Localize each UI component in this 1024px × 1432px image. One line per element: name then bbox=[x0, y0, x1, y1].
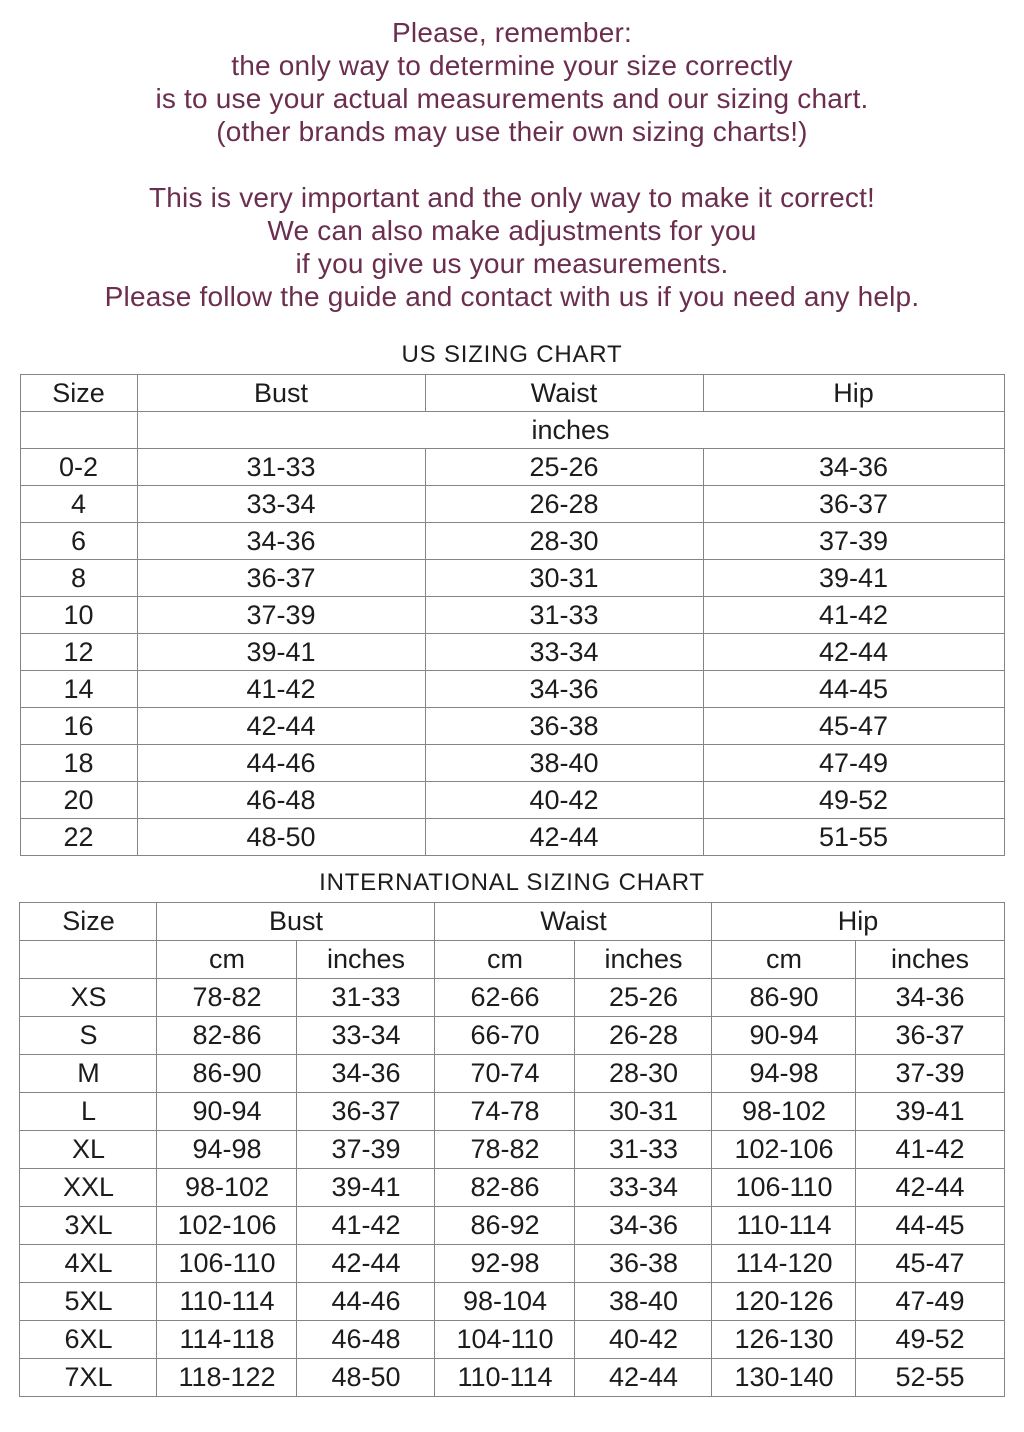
table-row bbox=[20, 1245, 1004, 1283]
bust-cell: 44-46 bbox=[137, 745, 425, 782]
intl-sizing-table bbox=[19, 902, 1004, 1397]
bust-cm-header: cm bbox=[157, 941, 297, 979]
us-col-header-waist: Waist bbox=[425, 375, 703, 412]
hip-inches-cell: 37-39 bbox=[856, 1055, 1004, 1093]
hip-cm-cell: 110-114 bbox=[712, 1207, 856, 1245]
size-cell: 4 bbox=[20, 486, 137, 523]
bust-cell: 37-39 bbox=[137, 597, 425, 634]
bust-cm-cell: 118-122 bbox=[157, 1359, 297, 1397]
table-row bbox=[20, 708, 1004, 745]
table-row bbox=[20, 1359, 1004, 1397]
bust-cell: 48-50 bbox=[137, 819, 425, 856]
hip-cm-cell: 130-140 bbox=[712, 1359, 856, 1397]
table-row bbox=[20, 979, 1004, 1017]
bust-inches-cell: 37-39 bbox=[297, 1131, 435, 1169]
bust-inches-cell: 48-50 bbox=[297, 1359, 435, 1397]
hip-inches-cell: 34-36 bbox=[856, 979, 1004, 1017]
intro-line: (other brands may use their own sizing charts!) bbox=[216, 116, 808, 147]
waist-cm-cell: 78-82 bbox=[435, 1131, 575, 1169]
hip-cell: 34-36 bbox=[703, 449, 1004, 486]
hip-cell: 44-45 bbox=[703, 671, 1004, 708]
size-cell: 10 bbox=[20, 597, 137, 634]
intro-line: is to use your actual measurements and our sizing chart. bbox=[155, 83, 869, 114]
size-cell: 6XL bbox=[20, 1321, 157, 1359]
table-row bbox=[20, 782, 1004, 819]
bust-cm-cell: 110-114 bbox=[157, 1283, 297, 1321]
bust-inches-cell: 31-33 bbox=[297, 979, 435, 1017]
bust-cell: 34-36 bbox=[137, 523, 425, 560]
bust-cm-cell: 106-110 bbox=[157, 1245, 297, 1283]
waist-inches-cell: 33-34 bbox=[575, 1169, 712, 1207]
table-row bbox=[20, 560, 1004, 597]
waist-inches-cell: 26-28 bbox=[575, 1017, 712, 1055]
intl-unit-row bbox=[20, 941, 1004, 979]
intl-col-header-waist: Waist bbox=[435, 903, 712, 941]
hip-cell: 42-44 bbox=[703, 634, 1004, 671]
waist-inches-cell: 30-31 bbox=[575, 1093, 712, 1131]
us-col-header-bust: Bust bbox=[137, 375, 425, 412]
size-cell: XS bbox=[20, 979, 157, 1017]
table-row bbox=[20, 1207, 1004, 1245]
size-cell: L bbox=[20, 1093, 157, 1131]
hip-inches-cell: 47-49 bbox=[856, 1283, 1004, 1321]
waist-inches-cell: 42-44 bbox=[575, 1359, 712, 1397]
waist-cell: 40-42 bbox=[425, 782, 703, 819]
hip-cm-header: cm bbox=[712, 941, 856, 979]
intl-col-header-size: Size bbox=[20, 903, 157, 941]
waist-cm-cell: 82-86 bbox=[435, 1169, 575, 1207]
waist-cell: 33-34 bbox=[425, 634, 703, 671]
hip-cell: 45-47 bbox=[703, 708, 1004, 745]
bust-inches-header: inches bbox=[297, 941, 435, 979]
waist-cm-cell: 62-66 bbox=[435, 979, 575, 1017]
intro-line: Please follow the guide and contact with us if you need any help. bbox=[104, 281, 920, 312]
table-row bbox=[20, 1093, 1004, 1131]
bust-inches-cell: 36-37 bbox=[297, 1093, 435, 1131]
waist-cm-cell: 110-114 bbox=[435, 1359, 575, 1397]
size-cell: S bbox=[20, 1017, 157, 1055]
bust-cell: 33-34 bbox=[137, 486, 425, 523]
hip-cell: 47-49 bbox=[703, 745, 1004, 782]
hip-cm-cell: 102-106 bbox=[712, 1131, 856, 1169]
bust-inches-cell: 44-46 bbox=[297, 1283, 435, 1321]
bust-cell: 31-33 bbox=[137, 449, 425, 486]
waist-cell: 28-30 bbox=[425, 523, 703, 560]
table-row bbox=[20, 671, 1004, 708]
bust-cm-cell: 90-94 bbox=[157, 1093, 297, 1131]
waist-cm-header: cm bbox=[435, 941, 575, 979]
waist-inches-cell: 38-40 bbox=[575, 1283, 712, 1321]
size-cell: 18 bbox=[20, 745, 137, 782]
bust-inches-cell: 33-34 bbox=[297, 1017, 435, 1055]
table-row bbox=[20, 523, 1004, 560]
hip-cm-cell: 114-120 bbox=[712, 1245, 856, 1283]
hip-cm-cell: 106-110 bbox=[712, 1169, 856, 1207]
bust-inches-cell: 42-44 bbox=[297, 1245, 435, 1283]
table-row bbox=[20, 1017, 1004, 1055]
hip-inches-cell: 39-41 bbox=[856, 1093, 1004, 1131]
size-cell: 22 bbox=[20, 819, 137, 856]
intl-chart-title: INTERNATIONAL SIZING CHART bbox=[319, 869, 705, 896]
size-cell: 6 bbox=[20, 523, 137, 560]
waist-cm-cell: 70-74 bbox=[435, 1055, 575, 1093]
waist-inches-header: inches bbox=[575, 941, 712, 979]
waist-cell: 34-36 bbox=[425, 671, 703, 708]
intl-col-header-bust: Bust bbox=[157, 903, 435, 941]
waist-cell: 31-33 bbox=[425, 597, 703, 634]
waist-cell: 25-26 bbox=[425, 449, 703, 486]
table-row bbox=[20, 486, 1004, 523]
bust-cm-cell: 114-118 bbox=[157, 1321, 297, 1359]
size-cell: 8 bbox=[20, 560, 137, 597]
us-col-header-hip: Hip bbox=[703, 375, 1004, 412]
bust-inches-cell: 39-41 bbox=[297, 1169, 435, 1207]
table-row bbox=[20, 819, 1004, 856]
bust-cm-cell: 102-106 bbox=[157, 1207, 297, 1245]
intl-header-row bbox=[20, 903, 1004, 941]
intro-line: Please, remember: bbox=[392, 17, 632, 48]
waist-inches-cell: 40-42 bbox=[575, 1321, 712, 1359]
bust-inches-cell: 34-36 bbox=[297, 1055, 435, 1093]
size-cell: 3XL bbox=[20, 1207, 157, 1245]
hip-inches-cell: 42-44 bbox=[856, 1169, 1004, 1207]
intro-line-spacer bbox=[0, 148, 1024, 181]
hip-inches-cell: 41-42 bbox=[856, 1131, 1004, 1169]
hip-inches-cell: 49-52 bbox=[856, 1321, 1004, 1359]
intro-text bbox=[0, 0, 1024, 313]
intro-line: This is very important and the only way to make it correct! bbox=[148, 182, 876, 213]
size-cell: 0-2 bbox=[20, 449, 137, 486]
hip-inches-cell: 52-55 bbox=[856, 1359, 1004, 1397]
bust-cm-cell: 82-86 bbox=[157, 1017, 297, 1055]
table-row bbox=[20, 597, 1004, 634]
hip-cm-cell: 126-130 bbox=[712, 1321, 856, 1359]
size-cell: 12 bbox=[20, 634, 137, 671]
hip-cell: 41-42 bbox=[703, 597, 1004, 634]
waist-cell: 30-31 bbox=[425, 560, 703, 597]
intl-unit-empty-cell bbox=[20, 941, 157, 979]
waist-cm-cell: 98-104 bbox=[435, 1283, 575, 1321]
hip-inches-cell: 45-47 bbox=[856, 1245, 1004, 1283]
hip-cell: 39-41 bbox=[703, 560, 1004, 597]
hip-cm-cell: 94-98 bbox=[712, 1055, 856, 1093]
intro-line: if you give us your measurements. bbox=[295, 248, 729, 279]
bust-cell: 41-42 bbox=[137, 671, 425, 708]
size-cell: 4XL bbox=[20, 1245, 157, 1283]
intro-line: We can also make adjustments for you bbox=[267, 215, 757, 246]
waist-cell: 38-40 bbox=[425, 745, 703, 782]
waist-inches-cell: 25-26 bbox=[575, 979, 712, 1017]
waist-cell: 36-38 bbox=[425, 708, 703, 745]
size-cell: 14 bbox=[20, 671, 137, 708]
hip-cm-cell: 90-94 bbox=[712, 1017, 856, 1055]
us-unit-empty-cell bbox=[20, 412, 137, 449]
waist-cm-cell: 66-70 bbox=[435, 1017, 575, 1055]
bust-cell: 39-41 bbox=[137, 634, 425, 671]
us-unit-cell: inches bbox=[137, 412, 1004, 449]
bust-cell: 42-44 bbox=[137, 708, 425, 745]
bust-cm-cell: 86-90 bbox=[157, 1055, 297, 1093]
us-header-row bbox=[20, 375, 1004, 412]
table-row bbox=[20, 1321, 1004, 1359]
hip-cm-cell: 120-126 bbox=[712, 1283, 856, 1321]
table-row bbox=[20, 745, 1004, 782]
size-cell: 20 bbox=[20, 782, 137, 819]
waist-inches-cell: 34-36 bbox=[575, 1207, 712, 1245]
waist-cm-cell: 92-98 bbox=[435, 1245, 575, 1283]
hip-cm-cell: 98-102 bbox=[712, 1093, 856, 1131]
size-cell: 16 bbox=[20, 708, 137, 745]
hip-cell: 49-52 bbox=[703, 782, 1004, 819]
intl-col-header-hip: Hip bbox=[712, 903, 1004, 941]
size-cell: M bbox=[20, 1055, 157, 1093]
size-cell: 5XL bbox=[20, 1283, 157, 1321]
bust-inches-cell: 41-42 bbox=[297, 1207, 435, 1245]
table-row bbox=[20, 449, 1004, 486]
bust-cell: 46-48 bbox=[137, 782, 425, 819]
bust-cell: 36-37 bbox=[137, 560, 425, 597]
hip-inches-header: inches bbox=[856, 941, 1004, 979]
waist-cm-cell: 86-92 bbox=[435, 1207, 575, 1245]
us-col-header-size: Size bbox=[20, 375, 137, 412]
waist-inches-cell: 36-38 bbox=[575, 1245, 712, 1283]
bust-cm-cell: 78-82 bbox=[157, 979, 297, 1017]
us-sizing-table bbox=[20, 374, 1005, 856]
hip-cell: 37-39 bbox=[703, 523, 1004, 560]
table-row bbox=[20, 1055, 1004, 1093]
hip-cell: 51-55 bbox=[703, 819, 1004, 856]
waist-cm-cell: 74-78 bbox=[435, 1093, 575, 1131]
us-unit-row bbox=[20, 412, 1004, 449]
size-cell: XL bbox=[20, 1131, 157, 1169]
size-cell: XXL bbox=[20, 1169, 157, 1207]
table-row bbox=[20, 1283, 1004, 1321]
waist-cm-cell: 104-110 bbox=[435, 1321, 575, 1359]
size-cell: 7XL bbox=[20, 1359, 157, 1397]
us-chart-title: US SIZING CHART bbox=[401, 341, 623, 368]
waist-inches-cell: 31-33 bbox=[575, 1131, 712, 1169]
bust-cm-cell: 98-102 bbox=[157, 1169, 297, 1207]
hip-inches-cell: 36-37 bbox=[856, 1017, 1004, 1055]
table-row bbox=[20, 1169, 1004, 1207]
waist-cell: 26-28 bbox=[425, 486, 703, 523]
bust-cm-cell: 94-98 bbox=[157, 1131, 297, 1169]
table-row bbox=[20, 634, 1004, 671]
bust-inches-cell: 46-48 bbox=[297, 1321, 435, 1359]
hip-inches-cell: 44-45 bbox=[856, 1207, 1004, 1245]
intro-line: the only way to determine your size correctly bbox=[231, 50, 793, 81]
waist-cell: 42-44 bbox=[425, 819, 703, 856]
waist-inches-cell: 28-30 bbox=[575, 1055, 712, 1093]
hip-cm-cell: 86-90 bbox=[712, 979, 856, 1017]
table-row bbox=[20, 1131, 1004, 1169]
hip-cell: 36-37 bbox=[703, 486, 1004, 523]
